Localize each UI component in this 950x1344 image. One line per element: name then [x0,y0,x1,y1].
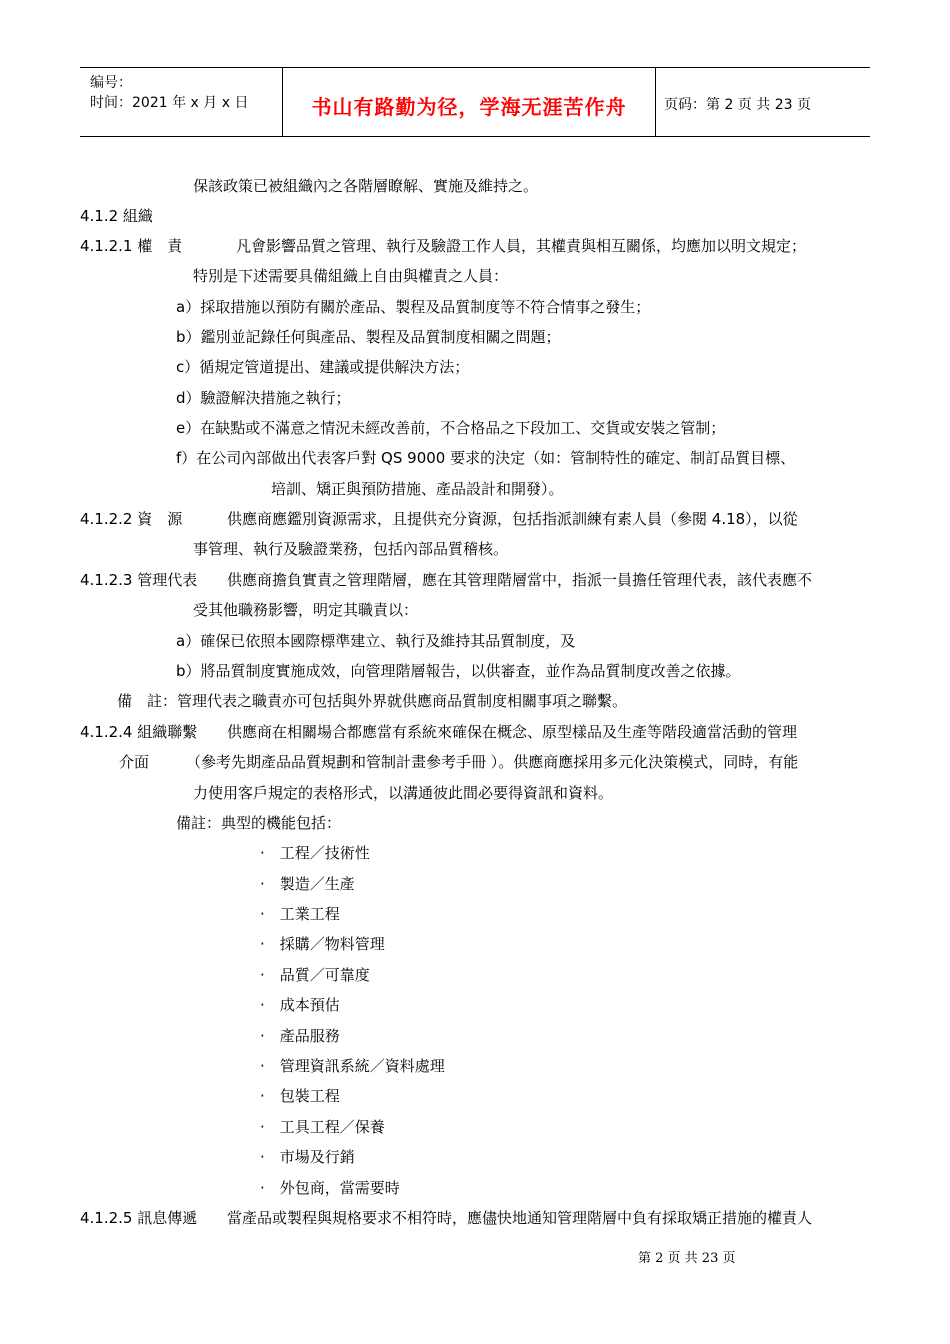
function-label: 工具工程／保養 [279,1118,385,1136]
list-item: a）確保已依照本國際標準建立、執行及維持其品質制度，及 [176,632,576,650]
list-item: c）循規定管道提出、建議或提供解決方法； [176,358,470,376]
bullet-icon: · [260,1148,265,1166]
list-item [260,904,340,924]
bullet-icon: · [260,875,265,893]
number-label: 编号： [90,75,132,91]
clause-label: 4.1.2.3 管理代表 [80,571,198,589]
note-line: 備註：典型的機能包括： [176,814,342,832]
text-line: 當產品或製程與規格要求不相符時，應儘快地通知管理階層中負有採取矯正措施的權責人 [227,1209,813,1227]
function-label: 製造／生產 [279,875,355,893]
function-label: 工程／技術性 [279,844,370,862]
note-line: 備 註：管理代表之職責亦可包括與外界就供應商品質制度相關事項之聯繫。 [117,692,628,710]
page-header [80,67,870,137]
bullet-icon: · [260,844,265,862]
bullet-icon: · [260,1057,265,1075]
list-item [260,1026,340,1046]
list-item [260,1086,340,1106]
text-line: 供應商在相關場合都應當有系統來確保在概念、原型樣品及生產等階段適當活動的管理 [227,723,798,741]
function-label: 外包商，當需要時 [279,1179,400,1197]
function-label: 管理資訊系統／資料處理 [279,1057,445,1075]
function-label: 市場及行銷 [279,1148,355,1166]
list-item [260,1056,445,1076]
bullet-icon: · [260,1087,265,1105]
bullet-icon: · [260,1118,265,1136]
list-item [260,1117,385,1137]
bullet-icon: · [260,996,265,1014]
bullet-icon: · [260,935,265,953]
list-item [260,874,355,894]
time-label: 时间：2021 年 x 月 x 日 [90,95,249,111]
text-line: 保該政策已被組織內之各階層瞭解、實施及維持之。 [193,177,539,195]
text-line: 事管理、執行及驗證業務，包括內部品質稽核。 [193,540,509,558]
list-item: a）採取措施以預防有關於產品、製程及品質制度等不符合情事之發生； [176,298,651,316]
header-page-number: 页码：第 2 页 共 23 页 [664,97,811,113]
text-line: 供應商應鑑別資源需求，且提供充分資源，包括指派訓練有素人員（參閱 4.18），以從 [227,510,798,528]
clause-label: 4.1.2.4 組織聯繫 [80,723,198,741]
list-item: e）在缺點或不滿意之情況未經改善前，不合格品之下段加工、交貨或安裝之管制； [176,419,726,437]
list-item: f）在公司內部做出代表客戶對 QS 9000 要求的決定（如：管制特性的確定、制訂品質目標、 [176,449,796,467]
header-page-cell [656,68,870,136]
text-line: 力使用客戶規定的表格形式，以溝通彼此間必要得資訊和資料。 [193,784,614,802]
function-label: 工業工程 [279,905,340,923]
header-info-cell [80,68,280,136]
footer-page-number: 第 2 页 共 23 页 [638,1251,736,1266]
list-item [260,1147,355,1167]
function-label: 品質／可靠度 [279,966,370,984]
clause-label: 4.1.2.1 權 責 [80,237,183,255]
list-item [260,965,370,985]
list-item: b）鑑別並記錄任何與產品、製程及品質制度相關之問題； [176,328,561,346]
text-line: 凡會影響品質之管理、執行及驗證工作人員，其權責與相互關係，均應加以明文規定； [236,237,807,255]
text-line: 培訓、矯正與預防措施、產品設計和開發）。 [271,480,564,498]
header-motto-cell [282,68,656,136]
clause-label-continued: 介面 [119,753,150,771]
function-label: 採購／物料管理 [279,935,385,953]
bullet-icon: · [260,905,265,923]
clause-label: 4.1.2.5 訊息傳遞 [80,1209,198,1227]
motto: 书山有路勤为径，学海无涯苦作舟 [311,95,627,119]
function-label: 成本預估 [279,996,340,1014]
list-item [260,934,385,954]
bullet-icon: · [260,1179,265,1197]
clause-label: 4.1.2.2 資 源 [80,510,183,528]
bullet-icon: · [260,966,265,984]
list-item [260,995,340,1015]
text-line: 特別是下述需要具備組織上自由與權責之人員： [193,267,509,285]
text-line: 受其他職務影響，明定其職責以： [193,601,419,619]
bullet-icon: · [260,1027,265,1045]
list-item: d）驗證解決措施之執行； [176,389,351,407]
list-item: b）將品質制度實施成效，向管理階層報告，以供審查，並作為品質制度改善之依據。 [176,662,741,680]
text-line: （參考先期產品品質規劃和管制計畫參考手冊 ）。供應商應採用多元化決策模式，同時，有能 [186,753,799,771]
list-item [260,1178,400,1198]
section-heading: 4.1.2 組織 [80,207,153,225]
list-item [260,843,370,863]
function-label: 產品服務 [279,1027,340,1045]
function-label: 包裝工程 [279,1087,340,1105]
text-line: 供應商擔負實責之管理階層，應在其管理階層當中，指派一員擔任管理代表，該代表應不 [227,571,813,589]
